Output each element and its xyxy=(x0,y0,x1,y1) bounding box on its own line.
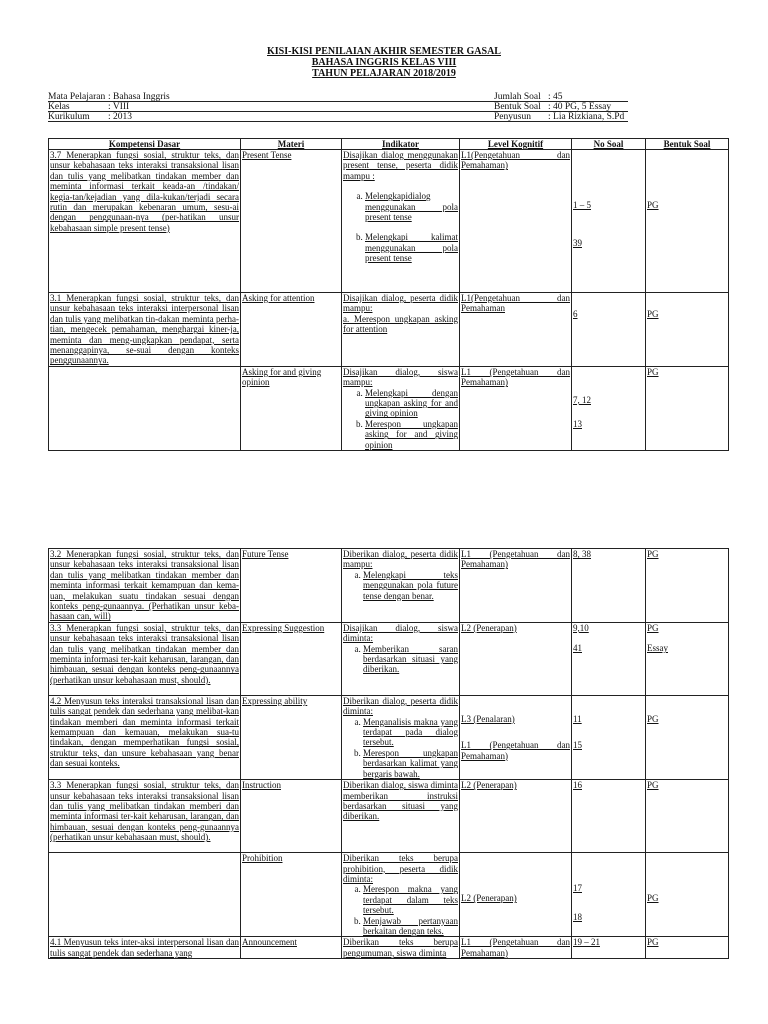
level-cell: L2 (Penerapan) xyxy=(460,622,572,695)
materi-cell: Expressing ability xyxy=(241,695,342,779)
bentuk-cell: PG xyxy=(646,293,729,367)
materi-cell: Expressing Suggestion xyxy=(241,622,342,695)
table-row xyxy=(49,780,729,853)
bentuk-value: : 40 PG, 5 Essay xyxy=(548,102,612,112)
level-cell: L1 (Pengetahuan dan Pemahaman) xyxy=(460,366,572,450)
bentuk-cell: PG Essay xyxy=(646,622,729,695)
penyusun-label: Penyusun xyxy=(494,112,531,122)
kd-cell: 3.3 Menerapkan fungsi sosial, struktur teks, dan unsur kebahasaan teks interaksi transaksional lisan dan tulis yang melibatkan tindakan memberi dan meminta informasi ter-kait keharusan, larangan, dan himbauan, sesuai dengan konteks peng-gunaannya (perhatikan unsur kebahasaan must, should). xyxy=(49,780,241,853)
indikator-cell: Disajikan dialog, siswa diminta: a. Memberikan saran berdasarkan situasi yang diberikan. xyxy=(342,622,460,695)
nosoal-cell: 11 15 xyxy=(572,695,646,779)
materi-cell: Announcement xyxy=(241,937,342,959)
materi-cell: Prohibition xyxy=(241,853,342,937)
title-line-1: KISI-KISI PENILAIAN AKHIR SEMESTER GASAL xyxy=(267,46,501,57)
table-row xyxy=(49,150,729,293)
table-row xyxy=(49,366,729,450)
table-row xyxy=(49,853,729,937)
kurikulum-value: : 2013 xyxy=(108,112,133,122)
jumlah-label: Jumlah Soal xyxy=(494,92,541,102)
kd-cell: 4.1 Menyusun teks inter-aksi interpersonal lisan dan tulis sangat pendek dan sederhana yang xyxy=(50,937,239,958)
jumlah-value: : 45 xyxy=(548,92,563,102)
nosoal-cell: 19 – 21 xyxy=(572,937,646,959)
table-row xyxy=(49,937,729,959)
bentuk-cell: PG xyxy=(646,150,729,293)
title-line-3: TAHUN PELAJARAN 2018/2019 xyxy=(312,68,456,79)
kisi-table-page-2 xyxy=(48,548,729,959)
nosoal-cell: 8, 38 xyxy=(572,549,646,623)
materi-cell: Present Tense xyxy=(241,150,342,293)
kd-cell: 4.2 Menyusun teks interaksi transaksional lisan dan tulis sangat pendek dan sederhana yang melibat-kan tindakan memberi dan meminta informasi terkait kemampuan dan kemauan, melakukan sua-tu tindakan, dengan memperhatikan fungsi sosial, struktur teks, dan unsure kebahasaan yang benar dan sesuai konteks. xyxy=(49,695,241,779)
level-cell: L1 (Pengetahuan dan Pemahaman) xyxy=(460,549,572,623)
kd-cell: 3.1 Menerapkan fungsi sosial, struktur teks, dan unsur kebahasaan teks interaksi interpersonal lisan dan tulis yang melibatkan tin-dakan meminta perha-tian, mengecek pemahaman, menghargai kiner-ja, meminta dan meng-ungkapkan pendapat, serta menanggapinya, se-suai dengan konteks penggunaannya. xyxy=(50,293,239,366)
table-row xyxy=(49,293,729,367)
bentuk-cell: PG xyxy=(646,695,729,779)
materi-cell: Instruction xyxy=(241,780,342,853)
nosoal-cell: 17 18 xyxy=(572,853,646,937)
materi-cell: Asking for attention xyxy=(241,293,342,367)
indikator-cell: Diberikan teks berupa pengumuman, siswa diminta xyxy=(343,937,458,958)
penyusun-value: : Lia Rizkiana, S.Pd xyxy=(548,112,625,122)
nosoal-cell: 9,10 41 xyxy=(572,622,646,695)
bentuk-cell: PG xyxy=(646,366,729,450)
indikator-cell: Diberikan dialog, siswa diminta memberikan instruksi berdasarkan situasi yang diberikan. xyxy=(342,780,460,853)
kelas-label: Kelas xyxy=(48,102,70,112)
table-row xyxy=(49,622,729,695)
indikator-cell: Disajikan dialog, peserta didik mampu: a. Merespon ungkapan asking for attention xyxy=(342,293,460,367)
level-cell: L3 (Penalaran) L1 (Pengetahuan dan Pemahaman) xyxy=(460,695,572,779)
table-row xyxy=(49,549,729,623)
level-cell: L2 (Penerapan) xyxy=(460,780,572,853)
level-cell: L1(Pengetahuan dan Pemahaman xyxy=(460,293,572,367)
mapel-value: : Bahasa Inggris xyxy=(108,92,170,102)
kurikulum-label: Kurikulum xyxy=(48,112,90,122)
table-header-row xyxy=(49,139,729,150)
level-cell: L1(Pengetahuan dan Pemahaman) xyxy=(460,150,572,293)
indikator-cell: Diberikan dialog, peserta didik diminta: a. Menganalisis makna yang terdapat pada dialog tersebut. b. Merespon ungkapan berdasarkan kalimat yang bergaris bawah. xyxy=(342,695,460,779)
kd-cell: 3.7 Menerapkan fungsi sosial, struktur teks, dan unsur kebahasaan teks interaksi transaksional lisan dan tulis yang melibatkan tindakan member dan meminta informasi terkait keada-an /tindakan/ kegia-tan/kejadian yang dila-kukan/terjadi secara rutin dan merupakan kebenaran umum, sesu-ai dengan penggunaan-nya (per-hatikan unsur kebahasaan simple present tense) xyxy=(49,150,241,293)
nosoal-cell: 6 xyxy=(572,293,646,367)
mapel-label: Mata Pelajaran xyxy=(48,92,106,102)
materi-cell: Asking for and giving opinion xyxy=(241,366,342,450)
nosoal-cell: 16 xyxy=(572,780,646,853)
bentuk-cell: PG xyxy=(646,549,729,623)
kd-cell xyxy=(49,853,241,937)
nosoal-cell: 7, 12 13 xyxy=(572,366,646,450)
indikator-cell: Disajikan dialog menggunakan present tense, peserta didik mampu : a. Melengkapidialog menggunakan pola present tense b. Melengkapi kalimat menggunakan pola present tense xyxy=(342,150,460,293)
level-cell: L1 (Pengetahuan dan Pemahaman) xyxy=(461,937,570,958)
info-block xyxy=(48,92,628,122)
materi-cell: Future Tense xyxy=(241,549,342,623)
bentuk-label: Bentuk Soal xyxy=(494,102,541,112)
nosoal-cell: 1 – 5 39 xyxy=(572,150,646,293)
col-header-kd: Kompetensi Dasar xyxy=(49,139,241,150)
kd-cell: 3.2 Menerapkan fungsi sosial, struktur teks, dan unsur kebahasaan teks interaksi transaksional lisan dan tulis yang melibatkan tindakan member dan meminta informasi terkait kemampuan dan kema-uan, melakukan suatu tindakan sesuai dengan konteks peng-gunaannya. (Perhatikan unsur keba-hasaan can, will) xyxy=(50,549,239,622)
indikator-cell: Diberikan dialog, peserta didik mampu: a. Melengkapi teks menggunakan pola future tense dengan benar. xyxy=(342,549,460,623)
document-title xyxy=(0,46,768,79)
kisi-table-page-1 xyxy=(48,138,729,451)
col-header-indikator: Indikator xyxy=(342,139,460,150)
table-row xyxy=(49,695,729,779)
indikator-cell: Disajikan dialog, siswa mampu: a. Melengkapi dengan ungkapan asking for and giving opinion b. Merespon ungkapan asking for and giving opinion xyxy=(342,366,460,450)
kelas-value: : VIII xyxy=(108,102,130,112)
col-header-nosoal: No Soal xyxy=(572,139,646,150)
kd-cell xyxy=(49,366,241,450)
col-header-materi: Materi xyxy=(241,139,342,150)
title-line-2: BAHASA INGGRIS KELAS VIII xyxy=(311,57,457,68)
bentuk-cell: PG xyxy=(646,780,729,853)
bentuk-cell: PG xyxy=(646,853,729,937)
bentuk-cell: PG xyxy=(646,937,729,959)
level-cell: L2 (Penerapan) xyxy=(460,853,572,937)
col-header-bentuk: Bentuk Soal xyxy=(646,139,729,150)
indikator-cell: Diberikan teks berupa prohibition, peserta didik diminta: a. Merespon makna yang terdapat dalam teks tersebut. b. Menjawab pertanyaan berkaitan dengan teks. xyxy=(342,853,460,937)
kd-cell: 3.3 Menerapkan fungsi sosial, struktur teks, dan unsur kebahasaan teks interaksi transaksional lisan dan tulis yang melibatkan tindakan member dan meminta informasi ter-kait keharusan, larangan, dan himbauan, sesuai dengan konteks peng-gunaannya (perhatikan unsur kebahasaan must, should). xyxy=(49,622,241,695)
col-header-level: Level Kognitif xyxy=(460,139,572,150)
